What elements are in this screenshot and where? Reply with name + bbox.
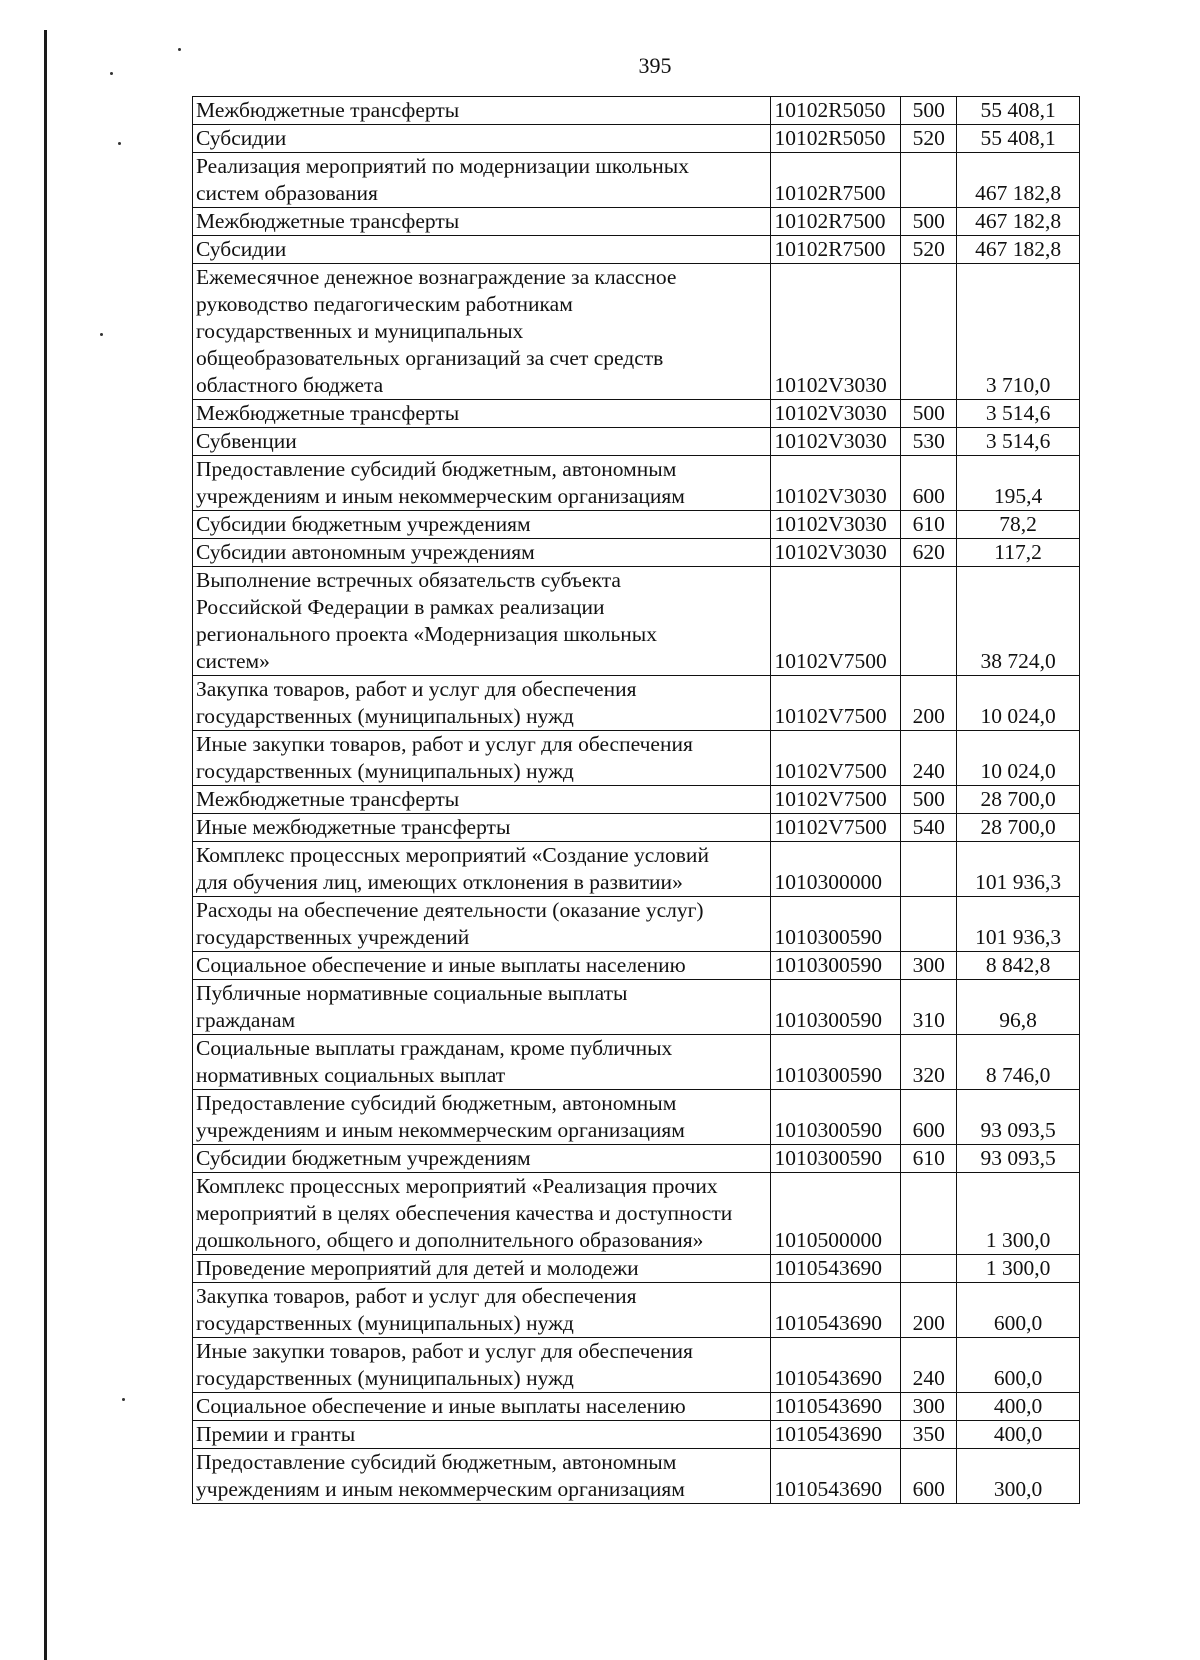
row-name-line: Расходы на обеспечение деятельности (оказание услуг) xyxy=(196,898,704,922)
row-name-line: Субсидии автономным учреждениям xyxy=(196,540,535,564)
row-type-cell: 520 xyxy=(901,125,957,153)
row-name-cell xyxy=(193,400,771,428)
row-name-cell xyxy=(193,567,771,676)
row-amount-cell: 55 408,1 xyxy=(957,125,1080,153)
row-name-line: систем образования xyxy=(196,181,378,205)
table-row xyxy=(193,814,1080,842)
row-name-line: Публичные нормативные социальные выплаты xyxy=(196,981,628,1005)
row-name-line: Реализация мероприятий по модернизации школьных xyxy=(196,154,689,178)
row-code-cell: 10102V3030 xyxy=(771,264,901,400)
row-name-line: Межбюджетные трансферты xyxy=(196,98,460,122)
row-amount-cell: 8 842,8 xyxy=(957,952,1080,980)
table-row xyxy=(193,153,1080,208)
row-type-cell xyxy=(901,264,957,400)
row-name-line: Межбюджетные трансферты xyxy=(196,787,460,811)
row-name-cell xyxy=(193,456,771,511)
row-name-line: Межбюджетные трансферты xyxy=(196,401,460,425)
row-name-line: Премии и гранты xyxy=(196,1422,356,1446)
row-name-line: Субсидии бюджетным учреждениям xyxy=(196,1146,531,1170)
row-name-cell xyxy=(193,539,771,567)
table-row xyxy=(193,125,1080,153)
row-code-cell: 10102R7500 xyxy=(771,153,901,208)
table-row xyxy=(193,1338,1080,1393)
row-type-cell xyxy=(901,567,957,676)
row-type-cell: 320 xyxy=(901,1035,957,1090)
table-row xyxy=(193,208,1080,236)
table-row xyxy=(193,676,1080,731)
row-name-cell xyxy=(193,1393,771,1421)
row-type-cell: 500 xyxy=(901,786,957,814)
row-amount-cell: 3 514,6 xyxy=(957,428,1080,456)
row-amount-cell: 93 093,5 xyxy=(957,1145,1080,1173)
table-row xyxy=(193,400,1080,428)
table-row xyxy=(193,1035,1080,1090)
row-code-cell: 1010543690 xyxy=(771,1393,901,1421)
row-code-cell: 1010300590 xyxy=(771,1145,901,1173)
row-name-line: Субвенции xyxy=(196,429,297,453)
row-type-cell xyxy=(901,153,957,208)
row-name-line: учреждениям и иным некоммерческим организациям xyxy=(196,484,685,508)
row-name-cell xyxy=(193,1090,771,1145)
row-amount-cell: 117,2 xyxy=(957,539,1080,567)
row-code-cell: 10102V7500 xyxy=(771,731,901,786)
row-code-cell: 1010300590 xyxy=(771,980,901,1035)
row-amount-cell: 3 710,0 xyxy=(957,264,1080,400)
row-code-cell: 10102V7500 xyxy=(771,786,901,814)
row-amount-cell: 3 514,6 xyxy=(957,400,1080,428)
row-amount-cell: 467 182,8 xyxy=(957,208,1080,236)
scan-edge-line xyxy=(44,30,47,1660)
row-name-line: Комплекс процессных мероприятий «Создание условий xyxy=(196,843,709,867)
row-amount-cell: 300,0 xyxy=(957,1449,1080,1504)
table-row xyxy=(193,1173,1080,1255)
row-name-cell xyxy=(193,980,771,1035)
row-amount-cell: 101 936,3 xyxy=(957,897,1080,952)
row-name-line: учреждениям и иным некоммерческим организациям xyxy=(196,1477,685,1501)
row-name-cell xyxy=(193,952,771,980)
row-name-line: руководство педагогическим работникам xyxy=(196,292,573,316)
row-name-line: Комплекс процессных мероприятий «Реализация прочих xyxy=(196,1174,718,1198)
scan-speck xyxy=(100,333,103,336)
table-row xyxy=(193,952,1080,980)
row-name-line: Предоставление субсидий бюджетным, автономным xyxy=(196,1091,677,1115)
row-amount-cell: 400,0 xyxy=(957,1393,1080,1421)
row-amount-cell: 400,0 xyxy=(957,1421,1080,1449)
row-type-cell: 520 xyxy=(901,236,957,264)
row-name-cell xyxy=(193,897,771,952)
page-number: 395 xyxy=(638,53,672,78)
row-name-line: Ежемесячное денежное вознаграждение за классное xyxy=(196,265,677,289)
row-type-cell: 540 xyxy=(901,814,957,842)
row-type-cell: 240 xyxy=(901,731,957,786)
scan-speck xyxy=(178,48,181,51)
row-type-cell: 500 xyxy=(901,97,957,125)
row-amount-cell: 78,2 xyxy=(957,511,1080,539)
row-type-cell: 350 xyxy=(901,1421,957,1449)
row-amount-cell: 1 300,0 xyxy=(957,1173,1080,1255)
row-code-cell: 1010300000 xyxy=(771,842,901,897)
row-name-line: Предоставление субсидий бюджетным, автономным xyxy=(196,457,677,481)
row-name-line: Субсидии xyxy=(196,237,287,261)
table-row xyxy=(193,731,1080,786)
row-type-cell: 240 xyxy=(901,1338,957,1393)
row-name-line: Социальные выплаты гражданам, кроме публичных xyxy=(196,1036,673,1060)
row-name-cell xyxy=(193,1035,771,1090)
row-amount-cell: 467 182,8 xyxy=(957,236,1080,264)
row-name-cell xyxy=(193,842,771,897)
row-name-line: Межбюджетные трансферты xyxy=(196,209,460,233)
row-type-cell xyxy=(901,1255,957,1283)
row-code-cell: 10102R5050 xyxy=(771,97,901,125)
row-amount-cell: 8 746,0 xyxy=(957,1035,1080,1090)
row-name-line: гражданам xyxy=(196,1008,296,1032)
row-code-cell: 1010543690 xyxy=(771,1283,901,1338)
scan-speck xyxy=(122,1398,125,1401)
row-name-cell xyxy=(193,676,771,731)
table-row xyxy=(193,264,1080,400)
table-row xyxy=(193,842,1080,897)
row-type-cell: 500 xyxy=(901,208,957,236)
row-amount-cell: 101 936,3 xyxy=(957,842,1080,897)
row-type-cell: 600 xyxy=(901,1449,957,1504)
row-code-cell: 10102V7500 xyxy=(771,814,901,842)
row-code-cell: 1010543690 xyxy=(771,1449,901,1504)
row-name-line: Иные закупки товаров, работ и услуг для обеспечения xyxy=(196,1339,693,1363)
table-row xyxy=(193,897,1080,952)
row-type-cell xyxy=(901,842,957,897)
row-name-line: государственных (муниципальных) нужд xyxy=(196,759,574,783)
row-amount-cell: 96,8 xyxy=(957,980,1080,1035)
row-amount-cell: 55 408,1 xyxy=(957,97,1080,125)
table-row xyxy=(193,786,1080,814)
row-name-line: систем» xyxy=(196,649,270,673)
table-row xyxy=(193,567,1080,676)
row-code-cell: 10102V7500 xyxy=(771,676,901,731)
row-name-line: для обучения лиц, имеющих отклонения в развитии» xyxy=(196,870,683,894)
row-name-line: Иные закупки товаров, работ и услуг для обеспечения xyxy=(196,732,693,756)
row-name-cell xyxy=(193,1145,771,1173)
row-amount-cell: 195,4 xyxy=(957,456,1080,511)
row-name-cell xyxy=(193,1283,771,1338)
row-type-cell xyxy=(901,1173,957,1255)
table-row xyxy=(193,428,1080,456)
table-row xyxy=(193,1255,1080,1283)
row-amount-cell: 600,0 xyxy=(957,1338,1080,1393)
row-name-line: нормативных социальных выплат xyxy=(196,1063,506,1087)
row-type-cell xyxy=(901,897,957,952)
table-row xyxy=(193,236,1080,264)
row-code-cell: 1010543690 xyxy=(771,1255,901,1283)
table-row xyxy=(193,1283,1080,1338)
row-type-cell: 600 xyxy=(901,1090,957,1145)
row-name-cell xyxy=(193,153,771,208)
scan-speck xyxy=(118,142,121,145)
row-code-cell: 10102V3030 xyxy=(771,456,901,511)
row-type-cell: 610 xyxy=(901,1145,957,1173)
row-name-line: Закупка товаров, работ и услуг для обеспечения xyxy=(196,1284,637,1308)
row-code-cell: 10102V3030 xyxy=(771,400,901,428)
row-name-line: Социальное обеспечение и иные выплаты населению xyxy=(196,953,686,977)
row-name-line: Субсидии xyxy=(196,126,287,150)
row-name-cell xyxy=(193,511,771,539)
row-code-cell: 1010300590 xyxy=(771,1090,901,1145)
row-name-line: Закупка товаров, работ и услуг для обеспечения xyxy=(196,677,637,701)
budget-table xyxy=(192,96,1080,1504)
table-row xyxy=(193,1090,1080,1145)
row-type-cell: 620 xyxy=(901,539,957,567)
row-name-cell xyxy=(193,208,771,236)
row-name-cell xyxy=(193,1173,771,1255)
row-amount-cell: 600,0 xyxy=(957,1283,1080,1338)
row-type-cell: 300 xyxy=(901,952,957,980)
row-type-cell: 200 xyxy=(901,676,957,731)
row-code-cell: 10102V3030 xyxy=(771,511,901,539)
table-row xyxy=(193,1449,1080,1504)
table-row xyxy=(193,1145,1080,1173)
row-code-cell: 1010300590 xyxy=(771,952,901,980)
row-amount-cell: 28 700,0 xyxy=(957,814,1080,842)
row-name-line: Иные межбюджетные трансферты xyxy=(196,815,511,839)
row-name-line: государственных учреждений xyxy=(196,925,470,949)
row-code-cell: 1010300590 xyxy=(771,1035,901,1090)
table-row xyxy=(193,539,1080,567)
row-name-cell xyxy=(193,1421,771,1449)
row-code-cell: 10102R7500 xyxy=(771,208,901,236)
row-type-cell: 310 xyxy=(901,980,957,1035)
row-name-line: государственных (муниципальных) нужд xyxy=(196,1366,574,1390)
row-code-cell: 10102V3030 xyxy=(771,539,901,567)
row-code-cell: 1010543690 xyxy=(771,1338,901,1393)
row-type-cell: 200 xyxy=(901,1283,957,1338)
row-amount-cell: 28 700,0 xyxy=(957,786,1080,814)
row-name-line: государственных (муниципальных) нужд xyxy=(196,1311,574,1335)
row-name-cell xyxy=(193,1255,771,1283)
row-name-line: государственных и муниципальных xyxy=(196,319,524,343)
row-amount-cell: 38 724,0 xyxy=(957,567,1080,676)
row-code-cell: 10102V7500 xyxy=(771,567,901,676)
row-name-cell xyxy=(193,1338,771,1393)
row-name-cell xyxy=(193,1449,771,1504)
row-amount-cell: 10 024,0 xyxy=(957,676,1080,731)
row-amount-cell: 467 182,8 xyxy=(957,153,1080,208)
row-name-line: Выполнение встречных обязательств субъекта xyxy=(196,568,621,592)
row-name-line: регионального проекта «Модернизация школьных xyxy=(196,622,657,646)
row-amount-cell: 93 093,5 xyxy=(957,1090,1080,1145)
row-name-line: Социальное обеспечение и иные выплаты населению xyxy=(196,1394,686,1418)
table-row xyxy=(193,980,1080,1035)
table-row xyxy=(193,1393,1080,1421)
row-amount-cell: 10 024,0 xyxy=(957,731,1080,786)
row-type-cell: 500 xyxy=(901,400,957,428)
row-code-cell: 10102R7500 xyxy=(771,236,901,264)
row-name-line: Предоставление субсидий бюджетным, автономным xyxy=(196,1450,677,1474)
row-name-cell xyxy=(193,264,771,400)
row-name-line: государственных (муниципальных) нужд xyxy=(196,704,574,728)
row-code-cell: 1010500000 xyxy=(771,1173,901,1255)
row-name-line: учреждениям и иным некоммерческим организациям xyxy=(196,1118,685,1142)
table-row xyxy=(193,1421,1080,1449)
row-type-cell: 530 xyxy=(901,428,957,456)
row-name-line: Субсидии бюджетным учреждениям xyxy=(196,512,531,536)
row-name-line: Российской Федерации в рамках реализации xyxy=(196,595,605,619)
row-code-cell: 10102R5050 xyxy=(771,125,901,153)
row-name-cell xyxy=(193,428,771,456)
row-name-line: дошкольного, общего и дополнительного образования» xyxy=(196,1228,704,1252)
row-name-cell xyxy=(193,125,771,153)
row-name-cell xyxy=(193,236,771,264)
row-type-cell: 600 xyxy=(901,456,957,511)
row-type-cell: 300 xyxy=(901,1393,957,1421)
row-name-cell xyxy=(193,97,771,125)
row-name-cell xyxy=(193,814,771,842)
table-row xyxy=(193,456,1080,511)
row-amount-cell: 1 300,0 xyxy=(957,1255,1080,1283)
row-name-line: общеобразовательных организаций за счет средств xyxy=(196,346,664,370)
table-row xyxy=(193,97,1080,125)
row-name-line: Проведение мероприятий для детей и молодежи xyxy=(196,1256,639,1280)
row-name-line: мероприятий в целях обеспечения качества и доступности xyxy=(196,1201,733,1225)
row-name-line: областного бюджета xyxy=(196,373,384,397)
table-row xyxy=(193,511,1080,539)
row-type-cell: 610 xyxy=(901,511,957,539)
row-code-cell: 10102V3030 xyxy=(771,428,901,456)
table-body xyxy=(193,97,1080,1504)
row-name-cell xyxy=(193,786,771,814)
row-code-cell: 1010300590 xyxy=(771,897,901,952)
row-name-cell xyxy=(193,731,771,786)
row-code-cell: 1010543690 xyxy=(771,1421,901,1449)
